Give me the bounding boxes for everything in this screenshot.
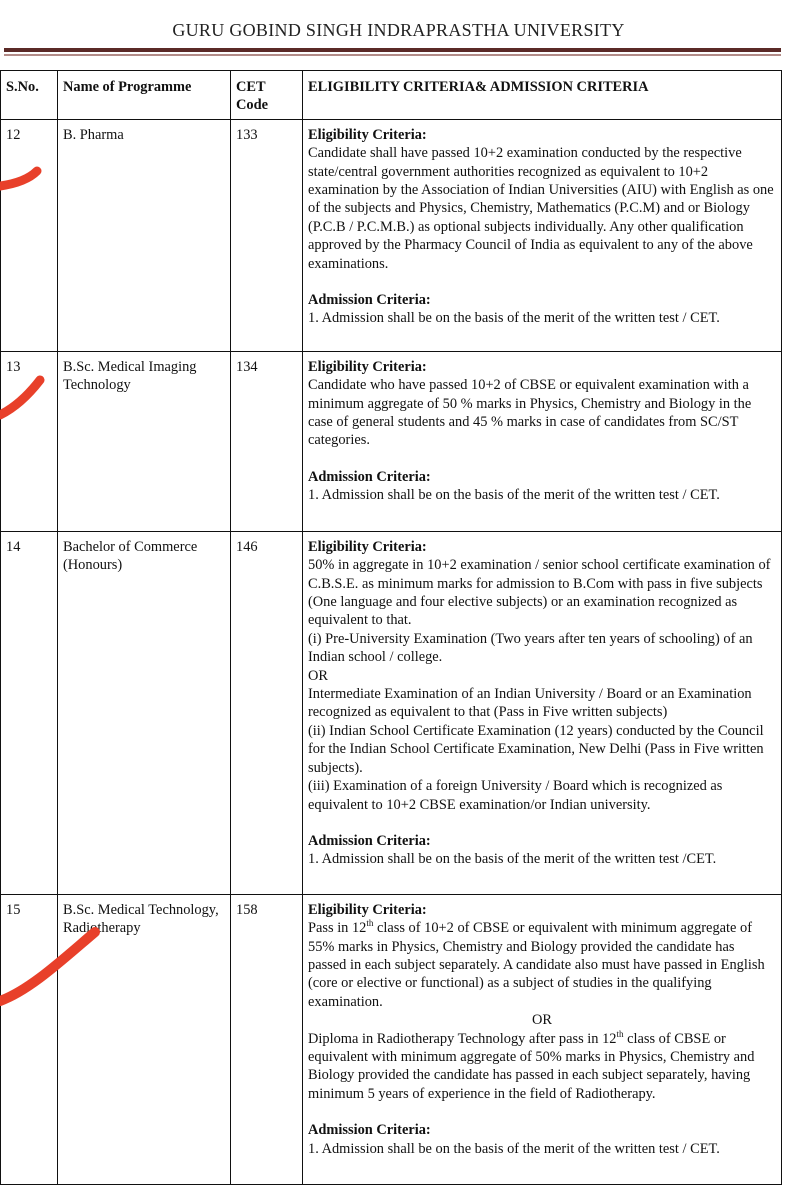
admission-text: 1. Admission shall be on the basis of the merit of the written test / CET. (308, 1140, 720, 1157)
eligibility-line: OR (308, 667, 328, 684)
criteria-table (0, 70, 782, 1185)
cell-programme: Bachelor of Commerce (Honours) (58, 531, 231, 894)
cell-cet-code: 133 (231, 119, 303, 351)
text-fragment: Pass in 12 (308, 920, 367, 937)
eligibility-text: Candidate who have passed 10+2 of CBSE or equivalent examination with a minimum aggregate of 50 % marks in Physics, Chemistry and Biology in the case of general students and 45 % marks in case of candidates from SC/ST categories. (308, 377, 752, 449)
admission-label: Admission Criteria: (308, 292, 431, 309)
university-title: GURU GOBIND SINGH INDRAPRASTHA UNIVERSITY (172, 20, 625, 40)
eligibility-label: Eligibility Criteria: (308, 901, 427, 918)
eligibility-line: (iii) Examination of a foreign University / Board which is recognized as equivalent to 10+2 CBSE examination/or Indian university. (308, 778, 723, 813)
admission-label: Admission Criteria: (308, 1122, 431, 1139)
header-rule-thin (4, 54, 781, 56)
text-fragment: class of CBSE or equivalent with minimum aggregate of 50% marks in Physics, Chemistry and Biology provided the candidate has passed in each subject separately, having minimum 5 years of experience in the field of Radiotherapy. (308, 1030, 755, 1102)
admission-text: 1. Admission shall be on the basis of the merit of the written test / CET. (308, 487, 720, 504)
admission-label: Admission Criteria: (308, 468, 431, 485)
text-fragment: Diploma in Radiotherapy Technology after pass in 12 (308, 1030, 617, 1047)
cell-programme: B.Sc. Medical Technology, Radiotherapy (58, 894, 231, 1184)
cell-criteria (303, 531, 782, 894)
cell-programme: B. Pharma (58, 119, 231, 351)
cell-cet-code: 146 (231, 531, 303, 894)
table-row (1, 531, 782, 894)
eligibility-line: (i) Pre-University Examination (Two years after ten years of schooling) of an Indian school / college. (308, 630, 753, 666)
cell-cet-code: 134 (231, 351, 303, 531)
eligibility-text-b (308, 1030, 776, 1104)
cell-programme: B.Sc. Medical Imaging Technology (58, 351, 231, 531)
table-row (1, 351, 782, 531)
table-row (1, 119, 782, 351)
col-header-criteria: ELIGIBILITY CRITERIA& ADMISSION CRITERIA (303, 71, 782, 120)
col-header-cet-code: CET Code (231, 71, 303, 120)
cell-criteria (303, 119, 782, 351)
header-rule (4, 48, 781, 52)
cell-sno: 14 (1, 531, 58, 894)
cell-criteria (303, 351, 782, 531)
col-header-programme: Name of Programme (58, 71, 231, 120)
cell-sno: 13 (1, 351, 58, 531)
cell-sno: 15 (1, 894, 58, 1184)
eligibility-line: Intermediate Examination of an Indian University / Board or an Examination recognized as equivalent to that (Pass in Five written subjects) (308, 686, 752, 721)
text-fragment: class of 10+2 of CBSE or equivalent with minimum aggregate of 55% marks in Physics, Chemistry and Biology provided the candidate has passed in each subject separately. A candidate also must have passed in English (core or elective or functional) as a subject of studies in the qualifying examination. (308, 920, 765, 1010)
or-separator: OR (532, 1012, 552, 1029)
table-header-row (1, 71, 782, 120)
document-header (0, 0, 797, 56)
eligibility-line: 50% in aggregate in 10+2 examination / senior school certificate examination of C.B.S.E. as minimum marks for admission to B.Com with pass in five subjects (One language and four elective subjects) or an examination recognized as equivalent to that. (308, 557, 771, 629)
eligibility-text-a (308, 919, 776, 1011)
superscript: th (366, 918, 374, 929)
eligibility-line: (ii) Indian School Certificate Examination (12 years) conducted by the Council for the Indian School Certificate Examination, New Delhi (Pass in Five written subjects). (308, 722, 764, 776)
cell-sno: 12 (1, 119, 58, 351)
eligibility-label: Eligibility Criteria: (308, 358, 427, 375)
cell-criteria (303, 894, 782, 1184)
eligibility-label: Eligibility Criteria: (308, 538, 427, 555)
eligibility-label: Eligibility Criteria: (308, 126, 427, 143)
admission-label: Admission Criteria: (308, 832, 431, 849)
admission-text: 1. Admission shall be on the basis of the merit of the written test /CET. (308, 851, 717, 868)
eligibility-text: Candidate shall have passed 10+2 examination conducted by the respective state/central government authorities recognized as equivalent to 10+2 examination by the Association of Indian Universities (AIU) with English as one of the subjects and Physics, Chemistry, Mathematics (P.C.M) and or Biology (P.C.B / P.C.M.B.) as optional subjects individually. Any other qualification approved by the Pharmacy Council of India as equivalent to any of the above examinations. (308, 145, 774, 272)
col-header-sno: S.No. (1, 71, 58, 120)
admission-text: 1. Admission shall be on the basis of the merit of the written test / CET. (308, 310, 720, 327)
table-row (1, 894, 782, 1184)
cell-cet-code: 158 (231, 894, 303, 1184)
superscript: th (616, 1028, 624, 1039)
